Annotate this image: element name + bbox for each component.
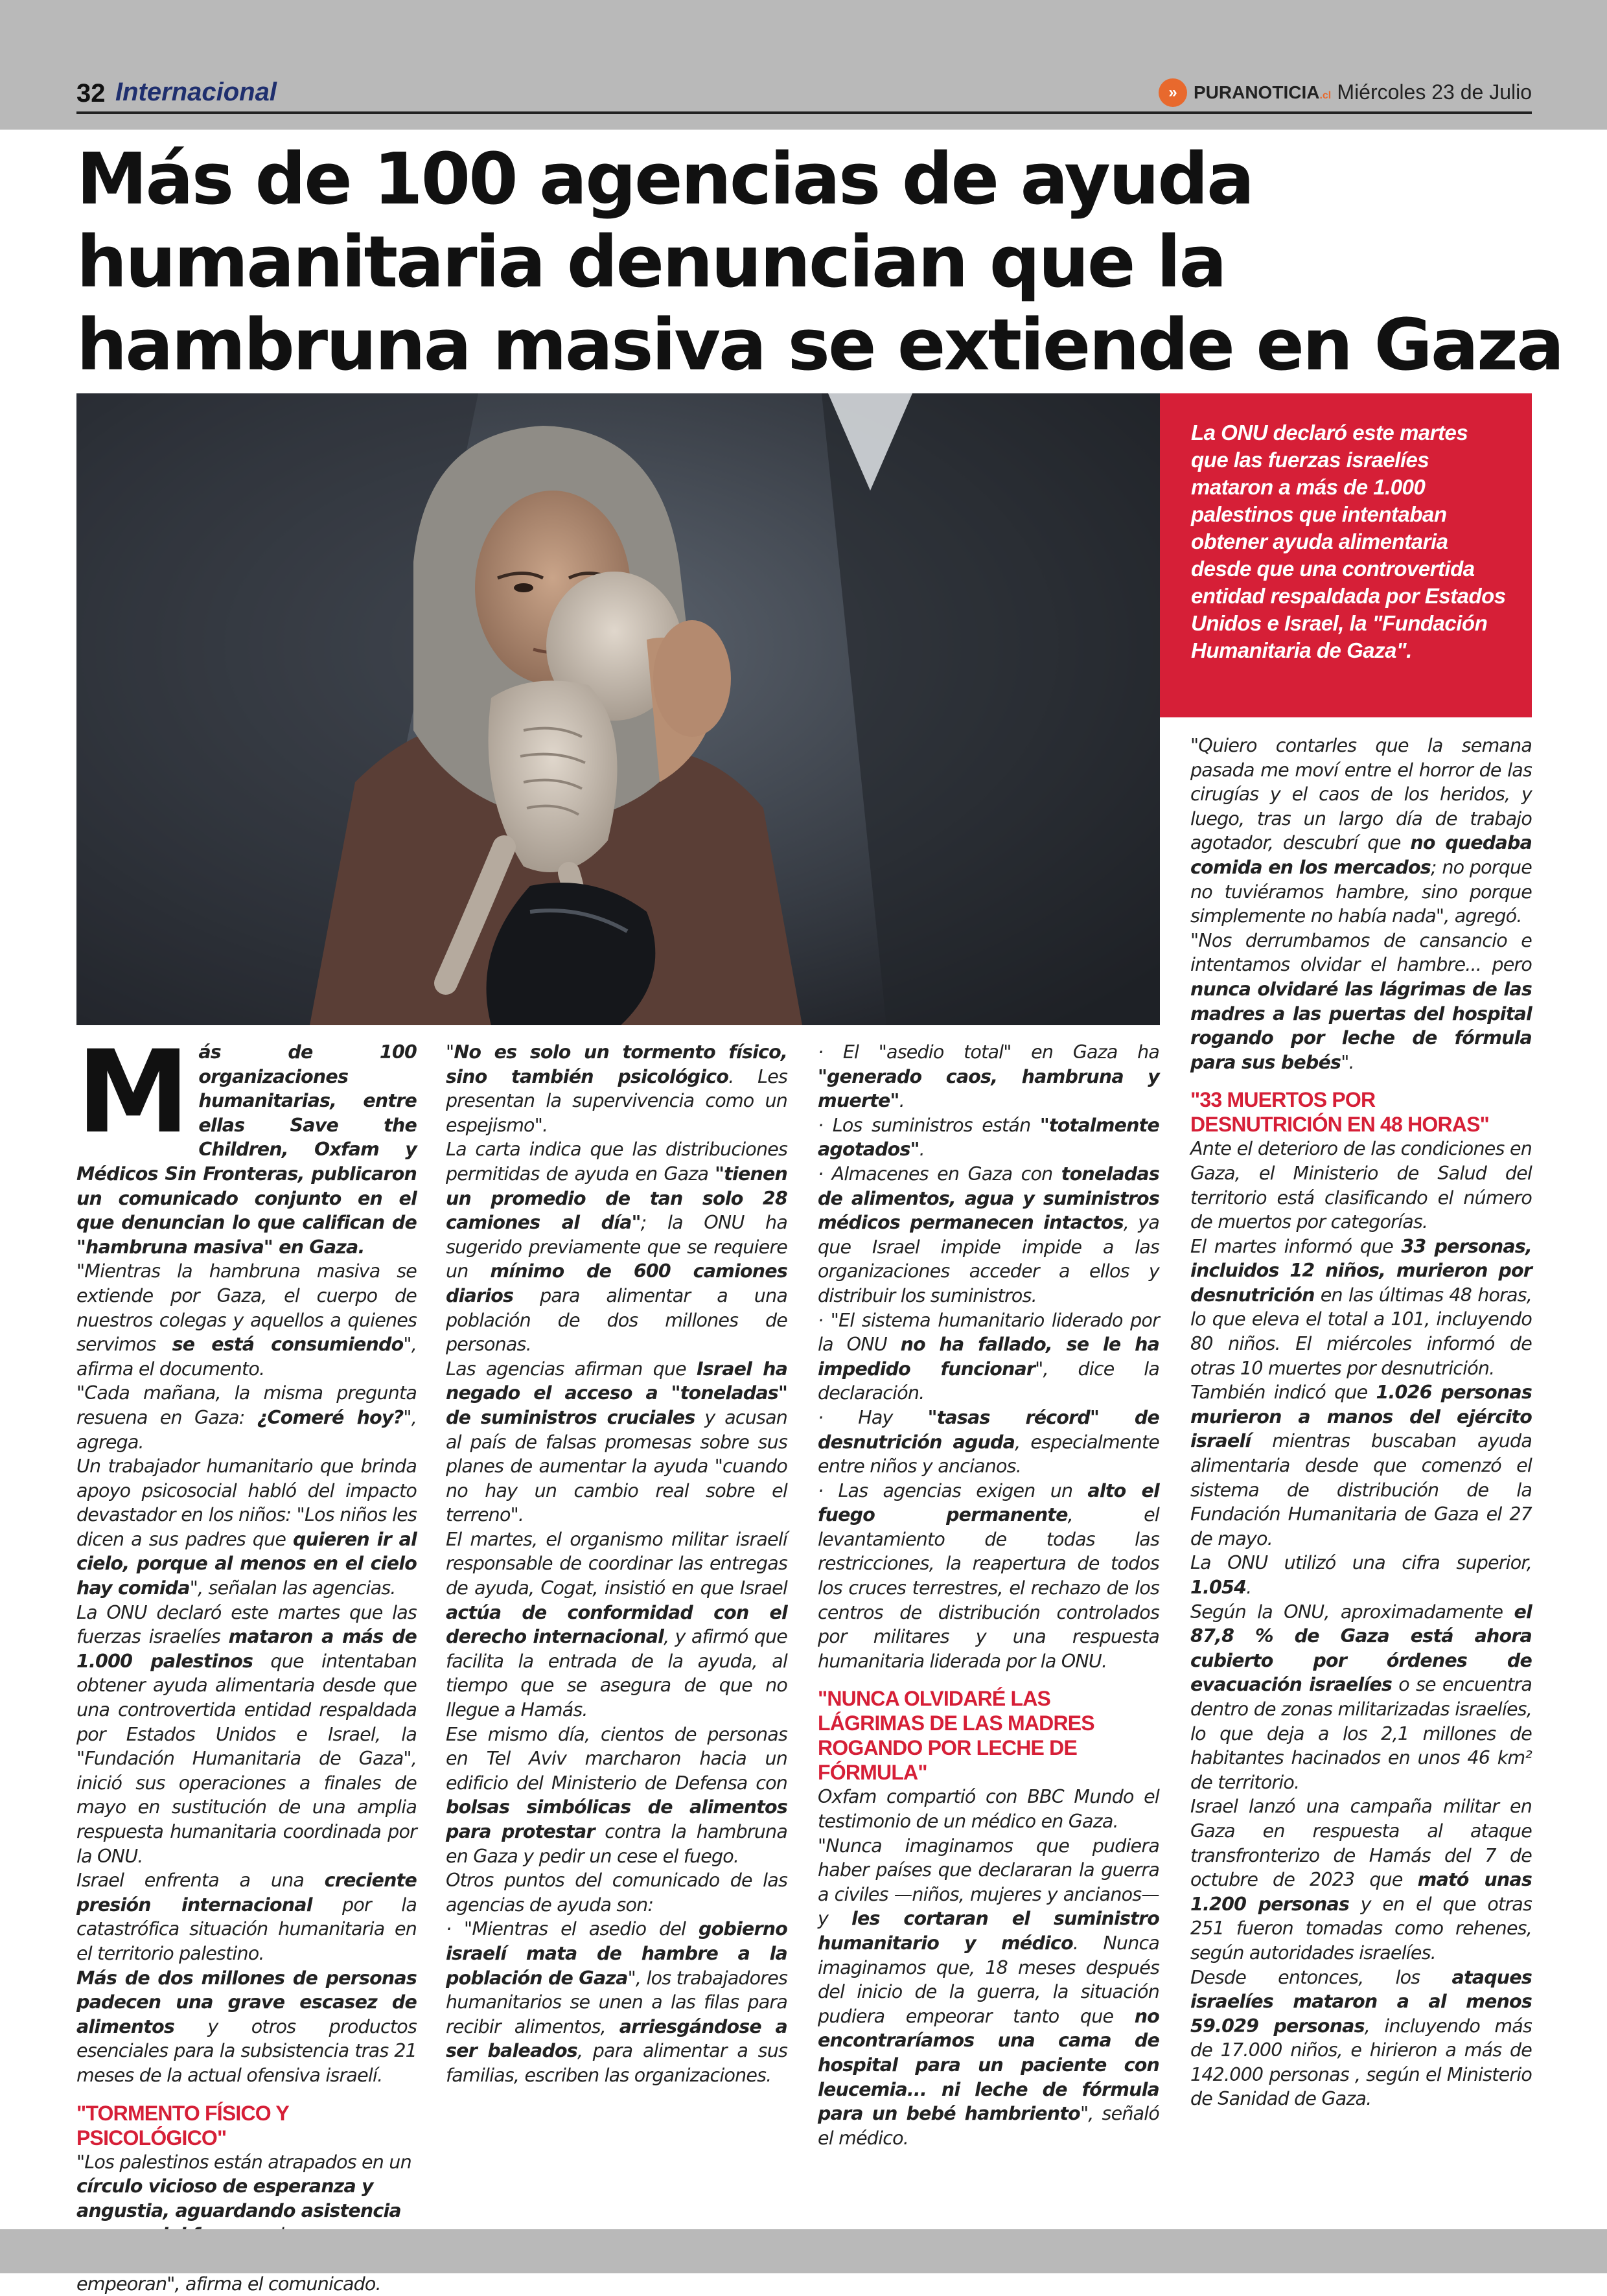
bold-text: 1.026 personas murieron a manos del ejército israelí: [1190, 1382, 1532, 1452]
dropcap: M: [76, 1026, 190, 1159]
paragraph: [76, 1601, 417, 1869]
paragraph: [1190, 734, 1532, 929]
bold-text: "tienen un promedio de tan solo 28 camiones al día": [446, 1163, 787, 1234]
paragraph: [76, 1868, 417, 1966]
bold-text: 33 personas, incluidos 12 niños, murieron por desnutrición: [1190, 1235, 1532, 1306]
article-column-3: [818, 1040, 1159, 2150]
bold-text: círculo vicioso de esperanza y angustia, aguardando asistencia: [76, 2175, 401, 2221]
text: "Cada mañana, la misma pregunta resuena en Gaza:: [76, 1382, 417, 1428]
text: "Nos derrumbamos de cansancio e intentamos olvidar el hambre... pero: [1190, 929, 1532, 976]
text: , especialmente entre niños y ancianos.: [818, 1431, 1159, 1478]
paragraph: [446, 1527, 787, 1722]
bold-text: actúa de conformidad con el derecho internacional: [446, 1601, 787, 1648]
text: "Quiero contarles que la semana pasada me moví entre el horror de las cirugías y el caos de los heridos, y luego, tras un largo día de trabajo agotador, descubrí que: [1190, 735, 1532, 854]
paragraph: [446, 1868, 787, 1917]
text: Según la ONU, aproximadamente: [1190, 1601, 1514, 1623]
paragraph: [76, 1381, 417, 1454]
bold-text: el 87,8 % de Gaza está ahora cubierto por órdenes de evacuación israelíes: [1190, 1601, 1532, 1696]
text: . Les presentan la supervivencia como un espejismo".: [446, 1065, 787, 1136]
text: ".: [1341, 1051, 1354, 1073]
bold-text: quieren ir al cielo, porque al menos en el cielo hay comida: [76, 1528, 417, 1599]
play-chevrons-icon: »: [1159, 78, 1187, 107]
text: · "El sistema humanitario liderado por la ONU: [818, 1309, 1159, 1356]
bold-text: mataron a más de 1.000 palestinos: [76, 1626, 417, 1672]
text: Israel enfrenta a una: [76, 1870, 325, 1892]
pull-quote: La ONU declaró este martes que las fuerzas israelíes mataron a más de 1.000 palestinos que intentaban obtener ayuda alimentaria desde que una controvertida entidad respaldada por Estados Unidos e Israel, la "Fundación Humanitaria de Gaza".: [1191, 421, 1506, 662]
subhead: "33 MUERTOS POR DESNUTRICIÓN EN 48 HORAS": [1190, 1088, 1490, 1137]
text: ; la ONU ha sugerido previamente que se requiere un: [446, 1212, 787, 1282]
text: ", los trabajadores humanitarios se unen a las filas para recibir alimentos,: [446, 1967, 787, 2037]
paragraph: [1190, 1600, 1532, 1795]
text: ": [446, 1041, 454, 1063]
paragraph: [1190, 1137, 1532, 1234]
page-header: [76, 73, 1532, 114]
text: Desde entonces, los: [1190, 1966, 1452, 1988]
text: Ese mismo día, cientos de personas en Tel Aviv marcharon hacia un edificio del Ministerio de Defensa con: [446, 1723, 787, 1794]
text: Un trabajador humanitario que brinda apoyo psicosocial habló del impacto devastador en los niños: "Los niños les dicen a sus padres que: [76, 1455, 417, 1550]
text: · Almacenes en Gaza con: [818, 1163, 1061, 1185]
text: ", señaló el médico.: [818, 2103, 1160, 2149]
paragraph: [818, 1785, 1159, 1833]
text: También indicó que: [1190, 1382, 1376, 1404]
bold-text: no encontraríamos una cama de hospital para un paciente con leucemia... ni leche de fórmula para un bebé hambriento: [818, 2005, 1159, 2125]
text: para alimentar a una población de dos millones de personas.: [446, 1284, 787, 1356]
article-column-2: [446, 1040, 787, 2088]
text: Oxfam compartió con BBC Mundo el testimonio de un médico en Gaza.: [818, 1786, 1159, 1833]
bold-text: "generado caos, hambruna y muerte": [818, 1065, 1159, 1112]
bold-text: ¿Comeré hoy?: [257, 1406, 404, 1428]
text: La ONU declaró este martes que las fuerzas israelíes: [76, 1601, 417, 1648]
text: , incluyendo más de 17.000 niños, e hirieron a más de 142.000 personas , según el Ministerio de Sanidad de Gaza.: [1190, 2015, 1532, 2110]
woman-holding-child-photo: [76, 393, 1160, 1025]
text: por la catastrófica situación humanitaria en el territorio palestino.: [76, 1894, 417, 1964]
text: · Las agencias exigen un: [818, 1479, 1088, 1502]
bold-text: 1.054: [1190, 1577, 1247, 1598]
text: ", señalan las agencias.: [189, 1577, 396, 1599]
text: .: [919, 1139, 925, 1161]
bold-text: creciente presión internacional: [76, 1870, 417, 1916]
text: , el levantamiento de todas las restricciones, la reapertura de todos los cruces terrestres, el rechazo de los centros de distribución controlados por militares y una respuesta humanitaria liderada por la ONU.: [818, 1504, 1160, 1672]
text: · Hay: [818, 1406, 928, 1428]
text: y otros productos esenciales para la subsistencia tras 21 meses de la actual ofensiva israelí.: [76, 2015, 417, 2086]
paragraph: [76, 1454, 417, 1601]
bold-text: no ha fallado, se le ha impedido funcionar: [818, 1334, 1159, 1380]
text: que intentaban obtener ayuda alimentaria desde que una controvertida entidad respaldada por Estados Unidos e Israel, la "Fundación Humanitaria de Gaza", inició sus operaciones a finales de mayo en sustitución de una amplia respuesta humanitaria coordinada por la ONU.: [76, 1650, 417, 1867]
text: Ante el deterioro de las condiciones en Gaza, el Ministerio de Salud del territorio está clasificando el número de muertos por categorías.: [1190, 1138, 1532, 1233]
text: , ya que Israel impide impide a las organizaciones acceder a ellos y distribuir los suministros.: [818, 1212, 1159, 1306]
text: .: [899, 1090, 905, 1112]
text: , para alimentar a sus familias, escriben las organizaciones.: [446, 2040, 788, 2086]
paragraph: [1190, 1235, 1532, 1381]
paragraph: [1190, 929, 1532, 1075]
section-name: Internacional: [115, 78, 277, 106]
paragraph: [446, 1040, 787, 1137]
bold-text: les cortaran el suministro humanitario y médico: [818, 1908, 1160, 1954]
paragraph: [446, 1137, 787, 1356]
bold-text: se está consumiendo: [172, 1334, 404, 1356]
text: contra la hambruna en Gaza y pedir un cese el fuego.: [446, 1821, 787, 1867]
bold-text: Más de dos millones de personas padecen una grave escasez de alimentos: [76, 1967, 417, 2037]
paragraph: [446, 1917, 787, 2087]
text: ", afirma el documento.: [76, 1334, 417, 1380]
bold-text: mató unas 1.200 personas: [1190, 1869, 1532, 1915]
bottom-band: [0, 2229, 1607, 2273]
text: "Nunca imaginamos que pudiera haber países que declararan la guerra a civiles —niños, mujeres y ancianos— y: [818, 1835, 1159, 1930]
article-column-1: [76, 1026, 417, 2296]
paragraph: [76, 1259, 417, 1381]
subhead: "NUNCA OLVIDARÉ LAS LÁGRIMAS DE LAS MADRES ROGANDO POR LECHE DE FÓRMULA": [818, 1687, 1094, 1785]
paragraph: [818, 1162, 1159, 1308]
paragraph: [76, 2150, 417, 2296]
paragraph: [818, 1113, 1159, 1162]
bold-text: bolsas simbólicas de alimentos para protestar: [446, 1796, 787, 1842]
bold-text: ataques israelíes mataron a al menos 59.029 personas: [1190, 1966, 1532, 2037]
issue-date: Miércoles 23 de Julio: [1337, 80, 1532, 104]
pull-quote-box: [1160, 393, 1532, 717]
bold-text: nunca olvidaré las lágrimas de las madres a las puertas del hospital rogando por leche de fórmula para sus bebés: [1190, 978, 1532, 1073]
text: y acusan al país de falsas promesas sobre sus planes de aumentar la ayuda "cuando no hay un cambio real sobre el terreno".: [446, 1406, 787, 1526]
text: .: [1246, 1577, 1252, 1598]
text: ", agrega.: [76, 1406, 417, 1453]
text: "Mientras la hambruna masiva se extiende por Gaza, el cuerpo de nuestros colegas y aquellos a quienes servimos: [76, 1260, 417, 1356]
page-number: 32: [76, 79, 106, 108]
text: · El "asedio total" en Gaza ha: [818, 1041, 1159, 1063]
text: Las agencias afirman que: [446, 1358, 697, 1380]
text: . Nunca imaginamos que, 18 meses después del inicio de la guerra, la situación pudiera empeorar tanto que: [818, 1932, 1159, 2027]
text: empeoran", afirma el comunicado.: [76, 2273, 381, 2295]
text: Otros puntos del comunicado de las agencias de ayuda son:: [446, 1870, 787, 1916]
text: o se encuentra dentro de zonas militarizadas israelíes, lo que deja a los 2,1 millones de habitantes hacinados en unos 46 km² de territorio.: [1190, 1674, 1532, 1793]
text: El martes, el organismo militar israelí responsable de coordinar las entregas de ayuda, Cogat, insistió en que Israel: [446, 1528, 787, 1599]
bold-text: No es solo un tormento físico, sino también psicológico: [446, 1041, 787, 1087]
text: , y afirmó que facilita la entrada de la ayuda, al tiempo que se asegura de que no llegue a Hamás.: [446, 1626, 787, 1721]
text: El martes informó que: [1190, 1235, 1402, 1257]
paragraph: [818, 1308, 1159, 1406]
subhead: "TORMENTO FÍSICO Y PSICOLÓGICO": [76, 2101, 289, 2150]
text: ; no porque no tuviéramos hambre, sino porque simplemente no había nada", agregó.: [1190, 856, 1532, 927]
brand-suffix: .cl: [1319, 90, 1332, 101]
brand-name-text: PURANOTICIA: [1194, 82, 1320, 102]
text: "Los palestinos están atrapados en un: [76, 2151, 411, 2173]
text: ", dice la declaración.: [818, 1358, 1159, 1404]
paragraph: [1190, 1794, 1532, 1965]
bold-text: alto el fuego permanente: [818, 1479, 1159, 1526]
paragraph: [446, 1357, 787, 1527]
bold-text: toneladas de alimentos, agua y suministros médicos permanecen intactos: [818, 1163, 1159, 1234]
paragraph: [1190, 1551, 1532, 1599]
text: La ONU utilizó una cifra superior,: [1190, 1552, 1532, 1574]
bold-text: "totalmente agotados": [818, 1114, 1159, 1161]
paragraph: [818, 1040, 1159, 1113]
text: en las últimas 48 horas, lo que eleva el total a 101, incluyendo 80 niños. El miércoles informó de otras 10 muertes por desnutrición.: [1190, 1284, 1532, 1379]
text: · "Mientras el asedio del: [446, 1918, 699, 1940]
paragraph: [818, 1834, 1159, 2151]
paragraph: [818, 1479, 1159, 1674]
bold-text: gobierno israelí mata de hambre a la población de Gaza: [446, 1918, 787, 1989]
bold-text: arriesgándose a ser baleados: [446, 2015, 787, 2062]
paragraph-lead: [76, 1026, 417, 1259]
text: Israel lanzó una campaña militar en Gaza en respuesta al ataque transfronterizo de Hamás del 7 de octubre de 2023 que: [1190, 1796, 1532, 1891]
paragraph: [1190, 1966, 1532, 2112]
article-column-4: [1190, 734, 1532, 2111]
bold-text: Israel ha negado el acceso a "toneladas" de suministros cruciales: [446, 1358, 788, 1428]
brand-name: [1194, 82, 1331, 103]
text: y en el que otras 251 fueron tomadas como rehenes, según autoridades israelíes.: [1190, 1893, 1532, 1964]
bold-text: mínimo de 600 camiones diarios: [446, 1260, 787, 1306]
text: · Los suministros están: [818, 1114, 1040, 1136]
bold-text: ás de 100 organizaciones humanitarias, entre ellas Save the Children, Oxfam y Médicos Sin Fronteras, publicaron un comunicado conjunto en el que denuncian lo que califican de "hambruna masiva" en Gaza.: [76, 1041, 417, 1258]
brand-logo: [1159, 78, 1331, 108]
bold-text: "tasas récord" de desnutrición aguda: [818, 1406, 1159, 1453]
paragraph: [446, 1722, 787, 1869]
paragraph: [1190, 1380, 1532, 1551]
text: La carta indica que las distribuciones permitidas de ayuda en Gaza: [446, 1139, 787, 1185]
paragraph: [76, 1966, 417, 2088]
paragraph: [818, 1406, 1159, 1479]
bold-text: no quedaba comida en los mercados: [1190, 832, 1532, 878]
headline: Más de 100 agencias de ayuda humanitaria denuncian que la hambruna masiva se extiende en Gaza: [76, 137, 1563, 386]
text: mientras buscaban ayuda alimentaria desde que comenzó el sistema de distribución de la Fundación Humanitaria de Gaza el 27 de mayo.: [1190, 1430, 1532, 1549]
